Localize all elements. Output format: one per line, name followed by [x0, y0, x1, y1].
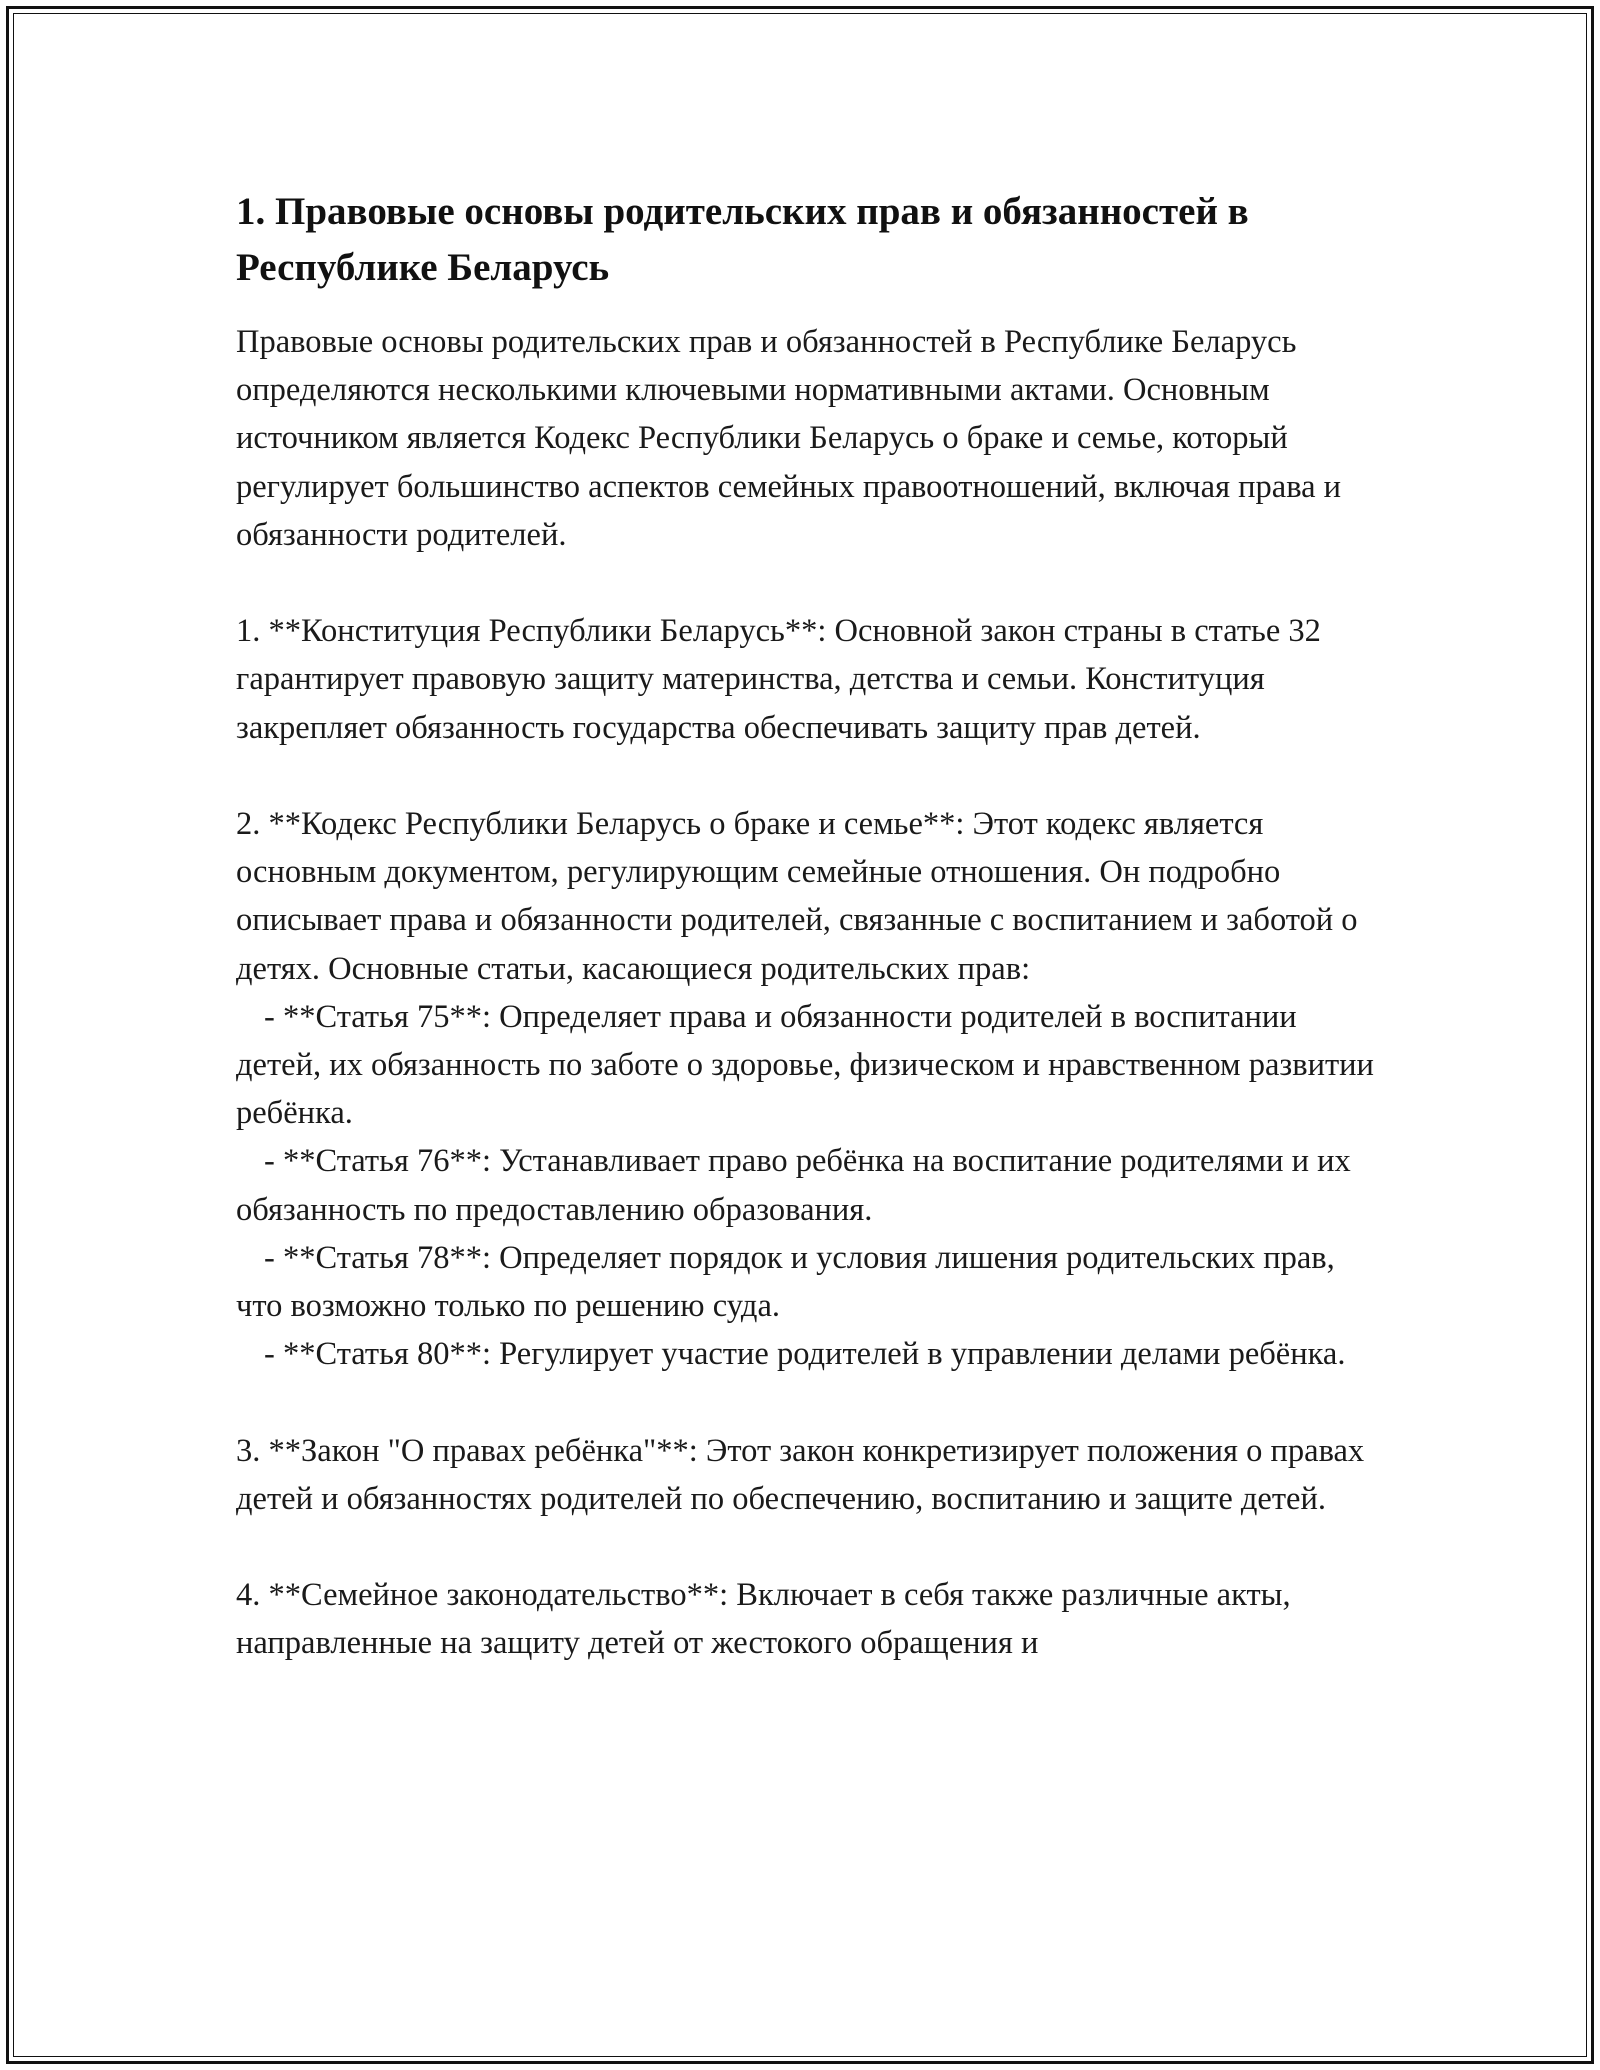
sub-item-article-76: - **Статья 76**: Устанавливает право ребёнка на воспитание родителями и их обязанность по предоставлению образования. [236, 1143, 1351, 1228]
sub-item-article-75: - **Статья 75**: Определяет права и обязанности родителей в воспитании детей, их обязанность по заботе о здоровье, физическом и нравственном развитии ребёнка. [236, 998, 1374, 1132]
list-item-family-legislation: 4. **Семейное законодательство**: Включает в себя также различные акты, направленные на защиту детей от жестокого обращения и [236, 1577, 1291, 1662]
sub-item-article-80: - **Статья 80**: Регулирует участие родителей в управлении делами ребёнка. [264, 1336, 1346, 1373]
document-body [236, 184, 1376, 1668]
intro-paragraph: Правовые основы родительских прав и обязанностей в Республике Беларусь определяются несколькими ключевыми нормативными актами. Основным источником является Кодекс Республики Беларусь о браке и семье, который регулирует большинство аспектов семейных правоотношений, включая права и обязанности родителей. [236, 324, 1342, 553]
list-item-family-code-text: 2. **Кодекс Республики Беларусь о браке и семье**: Этот кодекс является основным документом, регулирующим семейные отношения. Он подробно описывает права и обязанности родителей, связанные с воспитанием и заботой о детях. Основные статьи, касающиеся родительских прав: [236, 806, 1358, 987]
list-item-constitution: 1. **Конституция Республики Беларусь**: Основной закон страны в статье 32 гарантирует правовую защиту материнства, детства и семьи. Конституция закрепляет обязанность государства обеспечивать защиту прав детей. [236, 613, 1321, 746]
sub-item-article-78: - **Статья 78**: Определяет порядок и условия лишения родительских прав, что возможно только по решению суда. [236, 1239, 1335, 1325]
section-heading: 1. Правовые основы родительских прав и обязанностей в Республике Беларусь [236, 190, 1249, 289]
list-item-child-rights-law: 3. **Закон "О правах ребёнка"**: Этот закон конкретизирует положения о правах детей и обязанностях родителей по обеспечению, воспитанию и защите детей. [236, 1432, 1365, 1517]
list-item-family-code [236, 800, 1376, 1378]
